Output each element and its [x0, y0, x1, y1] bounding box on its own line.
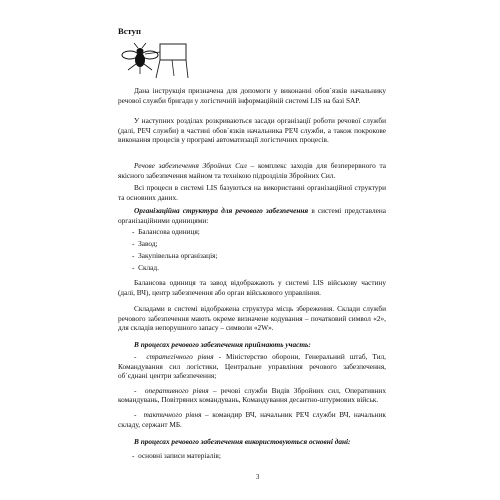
- levels-list: [118, 352, 386, 429]
- list-item: - оперативного рівня – речові служби Видів Збройних сил, Оперативних командувань, Повітряних командувань, Командування десантно-штурмових військ.: [118, 385, 386, 405]
- balance-unit-text: Балансова одиниця та завод відображають у системі LIS військову частину (далі, ВЧ), центр забезпечення або орган військового управління.: [118, 278, 386, 297]
- definition-paragraph: [118, 161, 386, 180]
- page-number: 3: [256, 474, 260, 481]
- list-item: - Балансова одиниця;: [132, 227, 200, 236]
- master-data-heading: [118, 437, 386, 447]
- list-item: - тактичного рівня – командир ВЧ, начальник РЕЧ служби ВЧ, начальник складу, сержант МБ.: [118, 409, 386, 429]
- definition-text: [118, 161, 386, 180]
- definition-rest: – комплекс заходів для безперервного та якісного забезпечення майном та технікою підрозділів Збройних Сил.: [118, 161, 386, 180]
- list-item: - стратегічного рівня - Міністерство оборони, Генеральний штаб, Тил, Командування сил логістики, Центральне управління речового забезпечення, об`єднані центри забезпечення;: [118, 352, 386, 381]
- list-item: - Склад.: [132, 262, 159, 272]
- org-structure-paragraph: [118, 206, 386, 225]
- section-heading: Вступ: [118, 26, 141, 36]
- org-structure-rest: в системі представлена організаційними одиницями:: [118, 206, 386, 225]
- participants-heading: [118, 340, 386, 350]
- participants-text: В процесах речового забезпечення приймають участь:: [134, 340, 311, 349]
- list-item: - Закупівельна організація;: [132, 250, 218, 260]
- sections-paragraph: [118, 116, 386, 145]
- list-item: - основні записи матеріалів;: [132, 451, 221, 460]
- sections-text: У наступних розділах розкриваються засади організації роботи речової служби (далі, РЕЧ служби) в частині обов`язків начальника РЕЧ служби, а також покрокове виконання процесів у програмі автоматизації логістичних процесів.: [118, 116, 386, 145]
- org-units-list: [118, 227, 386, 273]
- processes-text: Всі процеси в системі LIS базуються на використанні організаційної структури та основних даних.: [118, 183, 386, 202]
- master-data-list: [118, 451, 386, 461]
- warehouses-paragraph: [118, 304, 386, 333]
- definition-term: Речове забезпечення Збройних Сил: [134, 161, 247, 170]
- intro-paragraph: [118, 86, 386, 105]
- warehouses-text: Складами в системі відображена структура місць збереження. Склади служби речового забезпечення мають окреме визначене кодування – початковий символ «2», для складів непорушного запасу – символи «2W».: [118, 304, 386, 333]
- balance-unit-paragraph: [118, 278, 386, 297]
- processes-paragraph: [118, 183, 386, 202]
- master-data-text: В процесах речового забезпечення використовуються основні дані:: [134, 437, 351, 446]
- org-structure-text: [118, 206, 386, 225]
- bee-emblem-icon: [114, 42, 190, 82]
- list-item: - Завод;: [132, 238, 158, 248]
- intro-text: Дана інструкція призначена для допомоги у виконанні обов`язків начальнику речової служби бригади у логістичній інформаційній системі LIS на базі SAP.: [118, 86, 386, 105]
- org-structure-term: Організаційна структура для речового забезпечення: [134, 206, 309, 215]
